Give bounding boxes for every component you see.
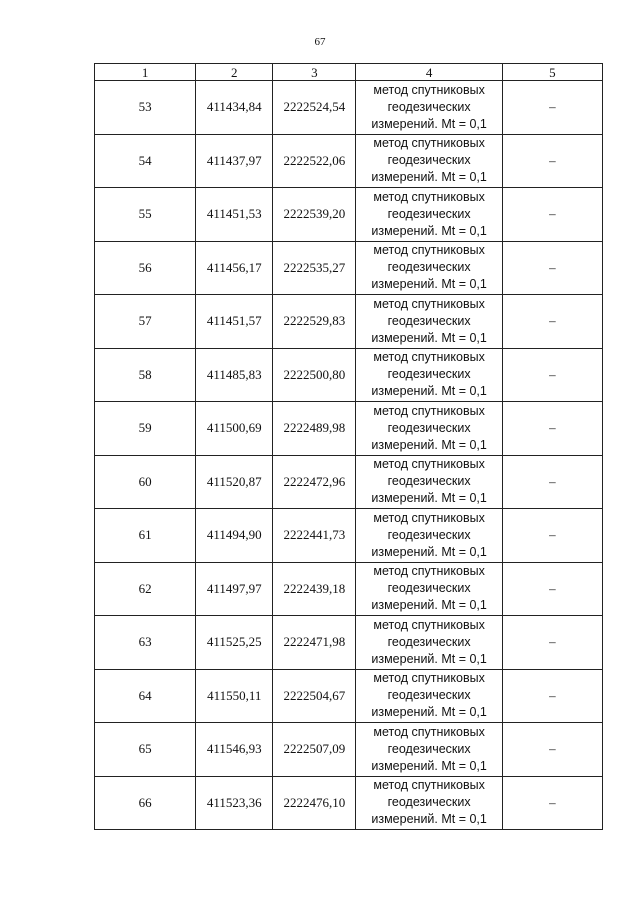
method-cell: метод спутниковых геодезических измерений. Mt = 0,1 — [356, 455, 502, 509]
y-coordinate-cell: 2222524,54 — [273, 81, 356, 135]
header-col-3: 3 — [273, 64, 356, 81]
table-row — [95, 402, 603, 456]
table-header-row — [95, 64, 603, 81]
method-cell: метод спутниковых геодезических измерений. Mt = 0,1 — [356, 134, 502, 188]
point-number-cell: 58 — [95, 348, 196, 402]
note-cell: – — [502, 402, 602, 456]
note-cell: – — [502, 616, 602, 670]
table-row — [95, 241, 603, 295]
header-col-1: 1 — [95, 64, 196, 81]
note-cell: – — [502, 134, 602, 188]
x-coordinate-cell: 411434,84 — [196, 81, 273, 135]
table-row — [95, 723, 603, 777]
method-cell: метод спутниковых геодезических измерений. Mt = 0,1 — [356, 241, 502, 295]
method-cell: метод спутниковых геодезических измерений. Mt = 0,1 — [356, 616, 502, 670]
x-coordinate-cell: 411497,97 — [196, 562, 273, 616]
x-coordinate-cell: 411523,36 — [196, 776, 273, 830]
x-coordinate-cell: 411451,53 — [196, 188, 273, 242]
x-coordinate-cell: 411500,69 — [196, 402, 273, 456]
table-row — [95, 188, 603, 242]
point-number-cell: 57 — [95, 295, 196, 349]
method-cell: метод спутниковых геодезических измерений. Mt = 0,1 — [356, 348, 502, 402]
point-number-cell: 61 — [95, 509, 196, 563]
y-coordinate-cell: 2222471,98 — [273, 616, 356, 670]
note-cell: – — [502, 81, 602, 135]
x-coordinate-cell: 411451,57 — [196, 295, 273, 349]
x-coordinate-cell: 411550,11 — [196, 669, 273, 723]
note-cell: – — [502, 669, 602, 723]
table-row — [95, 616, 603, 670]
y-coordinate-cell: 2222504,67 — [273, 669, 356, 723]
y-coordinate-cell: 2222539,20 — [273, 188, 356, 242]
x-coordinate-cell: 411437,97 — [196, 134, 273, 188]
table-row — [95, 134, 603, 188]
method-cell: метод спутниковых геодезических измерений. Mt = 0,1 — [356, 295, 502, 349]
point-number-cell: 63 — [95, 616, 196, 670]
point-number-cell: 59 — [95, 402, 196, 456]
y-coordinate-cell: 2222500,80 — [273, 348, 356, 402]
point-number-cell: 60 — [95, 455, 196, 509]
note-cell: – — [502, 562, 602, 616]
page-number: 67 — [314, 36, 326, 48]
table-body — [95, 81, 603, 830]
header-col-2: 2 — [196, 64, 273, 81]
coordinates-table — [94, 63, 603, 830]
table-row — [95, 81, 603, 135]
table-row — [95, 562, 603, 616]
y-coordinate-cell: 2222472,96 — [273, 455, 356, 509]
x-coordinate-cell: 411456,17 — [196, 241, 273, 295]
table-row — [95, 455, 603, 509]
method-cell: метод спутниковых геодезических измерений. Mt = 0,1 — [356, 188, 502, 242]
note-cell: – — [502, 295, 602, 349]
y-coordinate-cell: 2222439,18 — [273, 562, 356, 616]
y-coordinate-cell: 2222529,83 — [273, 295, 356, 349]
note-cell: – — [502, 241, 602, 295]
note-cell: – — [502, 723, 602, 777]
table-row — [95, 669, 603, 723]
method-cell: метод спутниковых геодезических измерений. Mt = 0,1 — [356, 562, 502, 616]
y-coordinate-cell: 2222522,06 — [273, 134, 356, 188]
table-row — [95, 295, 603, 349]
note-cell: – — [502, 188, 602, 242]
header-col-4: 4 — [356, 64, 502, 81]
y-coordinate-cell: 2222535,27 — [273, 241, 356, 295]
point-number-cell: 53 — [95, 81, 196, 135]
table-row — [95, 348, 603, 402]
method-cell: метод спутниковых геодезических измерений. Mt = 0,1 — [356, 81, 502, 135]
x-coordinate-cell: 411525,25 — [196, 616, 273, 670]
x-coordinate-cell: 411485,83 — [196, 348, 273, 402]
method-cell: метод спутниковых геодезических измерений. Mt = 0,1 — [356, 402, 502, 456]
method-cell: метод спутниковых геодезических измерений. Mt = 0,1 — [356, 723, 502, 777]
point-number-cell: 64 — [95, 669, 196, 723]
y-coordinate-cell: 2222476,10 — [273, 776, 356, 830]
table-row — [95, 776, 603, 830]
point-number-cell: 56 — [95, 241, 196, 295]
method-cell: метод спутниковых геодезических измерений. Mt = 0,1 — [356, 509, 502, 563]
y-coordinate-cell: 2222507,09 — [273, 723, 356, 777]
y-coordinate-cell: 2222489,98 — [273, 402, 356, 456]
header-col-5: 5 — [502, 64, 602, 81]
note-cell: – — [502, 348, 602, 402]
point-number-cell: 54 — [95, 134, 196, 188]
point-number-cell: 66 — [95, 776, 196, 830]
method-cell: метод спутниковых геодезических измерений. Mt = 0,1 — [356, 776, 502, 830]
point-number-cell: 55 — [95, 188, 196, 242]
point-number-cell: 62 — [95, 562, 196, 616]
method-cell: метод спутниковых геодезических измерений. Mt = 0,1 — [356, 669, 502, 723]
note-cell: – — [502, 776, 602, 830]
table-row — [95, 509, 603, 563]
x-coordinate-cell: 411520,87 — [196, 455, 273, 509]
note-cell: – — [502, 455, 602, 509]
y-coordinate-cell: 2222441,73 — [273, 509, 356, 563]
point-number-cell: 65 — [95, 723, 196, 777]
x-coordinate-cell: 411494,90 — [196, 509, 273, 563]
x-coordinate-cell: 411546,93 — [196, 723, 273, 777]
note-cell: – — [502, 509, 602, 563]
